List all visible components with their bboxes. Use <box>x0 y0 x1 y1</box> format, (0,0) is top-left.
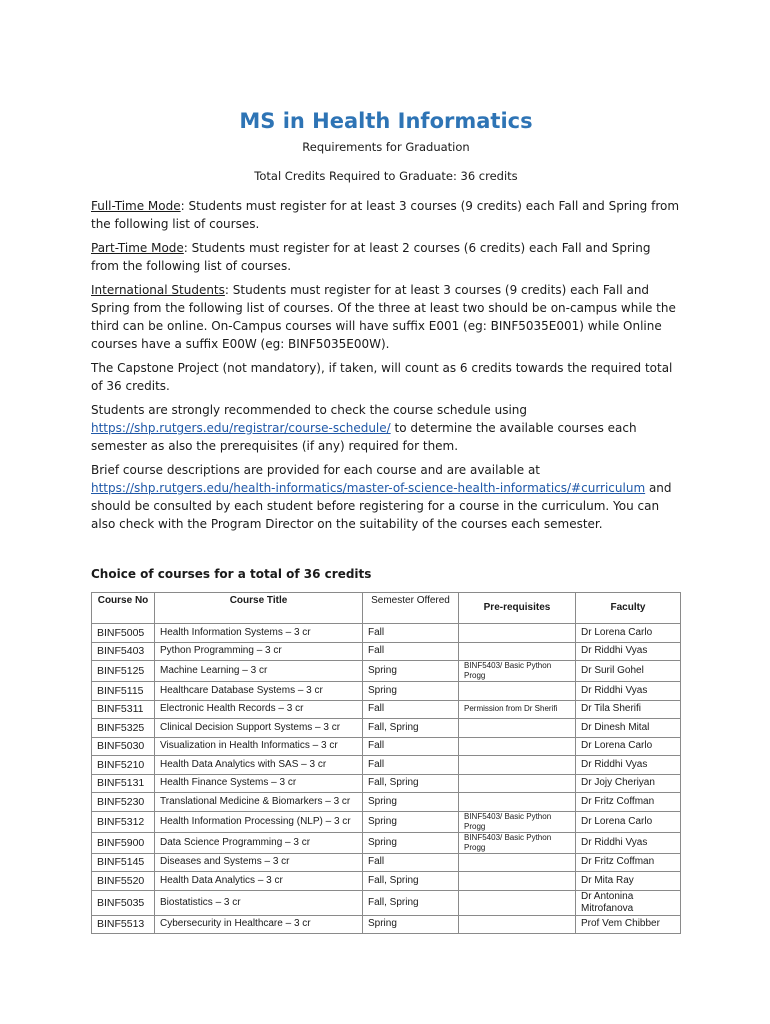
semester-cell: Fall, Spring <box>363 890 459 915</box>
faculty-cell: Dr Mita Ray <box>576 872 681 891</box>
header-course-title: Course Title <box>155 593 363 624</box>
header-prerequisites: Pre-requisites <box>459 593 576 624</box>
part-time-label: Part-Time Mode <box>91 241 184 255</box>
prerequisite-cell <box>459 719 576 738</box>
faculty-cell: Dr Riddhi Vyas <box>576 682 681 701</box>
course-title-cell: Health Data Analytics – 3 cr <box>155 872 363 891</box>
semester-cell: Fall <box>363 756 459 775</box>
table-row <box>92 872 681 891</box>
semester-cell: Fall <box>363 853 459 872</box>
header-faculty: Faculty <box>576 593 681 624</box>
course-code-cell: BINF5312 <box>92 811 155 832</box>
course-code-cell: BINF5311 <box>92 700 155 719</box>
full-time-label: Full-Time Mode <box>91 199 181 213</box>
course-code-cell: BINF5900 <box>92 832 155 853</box>
semester-cell: Fall <box>363 624 459 643</box>
course-title-cell: Visualization in Health Informatics – 3 cr <box>155 737 363 756</box>
prerequisite-cell <box>459 737 576 756</box>
course-title-cell: Data Science Programming – 3 cr <box>155 832 363 853</box>
course-title-cell: Health Information Processing (NLP) – 3 cr <box>155 811 363 832</box>
international-text: : Students must register for at least 3 courses (9 credits) each Fall and Spring from the following list of courses. Of the three at least two should be on-campus while the third can be online. On-Campus courses will have suffix E001 (eg: BINF5035E001) while Online courses have a suffix E00W (eg: BINF5035E00W). <box>91 283 676 351</box>
semester-cell: Fall <box>363 700 459 719</box>
prerequisite-cell <box>459 642 576 661</box>
prerequisite-cell: BINF5403/ Basic Python Progg <box>459 811 576 832</box>
full-time-text: : Students must register for at least 3 courses (9 credits) each Fall and Spring from the following list of courses. <box>91 199 680 231</box>
header-course-no: Course No <box>92 593 155 624</box>
course-title-cell: Health Data Analytics with SAS – 3 cr <box>155 756 363 775</box>
course-title-cell: Diseases and Systems – 3 cr <box>155 853 363 872</box>
faculty-cell: Dr Antonina Mitrofanova <box>576 890 681 915</box>
course-title-cell: Cybersecurity in Healthcare – 3 cr <box>155 915 363 934</box>
semester-cell: Spring <box>363 915 459 934</box>
semester-cell: Spring <box>363 682 459 701</box>
semester-cell: Fall, Spring <box>363 774 459 793</box>
course-title-cell: Biostatistics – 3 cr <box>155 890 363 915</box>
faculty-cell: Dr Fritz Coffman <box>576 793 681 812</box>
prerequisite-cell <box>459 872 576 891</box>
total-credits: Total Credits Required to Graduate: 36 credits <box>254 169 518 183</box>
capstone-paragraph: The Capstone Project (not mandatory), if taken, will count as 6 credits towards the required total of 36 credits. <box>91 361 673 393</box>
course-code-cell: BINF5513 <box>92 915 155 934</box>
header-semester-offered: Semester Offered <box>363 593 459 624</box>
faculty-cell: Dr Jojy Cheriyan <box>576 774 681 793</box>
prerequisite-cell: BINF5403/ Basic Python Progg <box>459 832 576 853</box>
prerequisite-cell <box>459 774 576 793</box>
descriptions-post-text: and should be consulted by each student before registering for a course in the curriculum. You can also check with the Program Director on the suitability of the courses each semester. <box>91 481 672 531</box>
prerequisite-cell <box>459 853 576 872</box>
course-code-cell: BINF5325 <box>92 719 155 738</box>
course-code-cell: BINF5403 <box>92 642 155 661</box>
prerequisite-cell <box>459 624 576 643</box>
prerequisite-cell <box>459 682 576 701</box>
table-row <box>92 890 681 915</box>
course-code-cell: BINF5131 <box>92 774 155 793</box>
faculty-cell: Dr Fritz Coffman <box>576 853 681 872</box>
table-row <box>92 915 681 934</box>
faculty-cell: Dr Lorena Carlo <box>576 624 681 643</box>
prerequisite-cell: BINF5403/ Basic Python Progg <box>459 661 576 682</box>
course-schedule-link[interactable]: https://shp.rutgers.edu/registrar/course-schedule/ <box>91 421 391 435</box>
course-code-cell: BINF5005 <box>92 624 155 643</box>
course-code-cell: BINF5115 <box>92 682 155 701</box>
faculty-cell: Dr Lorena Carlo <box>576 737 681 756</box>
document-content <box>91 107 681 934</box>
descriptions-paragraph <box>91 461 681 533</box>
faculty-cell: Dr Riddhi Vyas <box>576 642 681 661</box>
semester-cell: Fall, Spring <box>363 872 459 891</box>
prerequisite-cell: Permission from Dr Sherifi <box>459 700 576 719</box>
table-row <box>92 719 681 738</box>
schedule-paragraph <box>91 401 681 455</box>
course-code-cell: BINF5145 <box>92 853 155 872</box>
table-header-row <box>92 593 681 624</box>
course-title-cell: Machine Learning – 3 cr <box>155 661 363 682</box>
table-row <box>92 832 681 853</box>
course-code-cell: BINF5210 <box>92 756 155 775</box>
course-title-cell: Clinical Decision Support Systems – 3 cr <box>155 719 363 738</box>
course-title-cell: Python Programming – 3 cr <box>155 642 363 661</box>
course-title-cell: Health Information Systems – 3 cr <box>155 624 363 643</box>
part-time-paragraph <box>91 239 681 275</box>
prerequisite-cell <box>459 756 576 775</box>
semester-cell: Fall <box>363 737 459 756</box>
semester-cell: Spring <box>363 793 459 812</box>
table-row <box>92 756 681 775</box>
table-row <box>92 682 681 701</box>
course-code-cell: BINF5230 <box>92 793 155 812</box>
table-row <box>92 661 681 682</box>
course-title-cell: Electronic Health Records – 3 cr <box>155 700 363 719</box>
courses-table <box>91 592 681 934</box>
table-row <box>92 853 681 872</box>
faculty-cell: Dr Tila Sherifi <box>576 700 681 719</box>
faculty-cell: Dr Riddhi Vyas <box>576 756 681 775</box>
faculty-cell: Prof Vem Chibber <box>576 915 681 934</box>
international-label: International Students <box>91 283 225 297</box>
faculty-cell: Dr Dinesh Mital <box>576 719 681 738</box>
table-row <box>92 811 681 832</box>
faculty-cell: Dr Lorena Carlo <box>576 811 681 832</box>
faculty-cell: Dr Suril Gohel <box>576 661 681 682</box>
full-time-paragraph <box>91 197 681 233</box>
course-code-cell: BINF5035 <box>92 890 155 915</box>
prerequisite-cell <box>459 915 576 934</box>
course-code-cell: BINF5030 <box>92 737 155 756</box>
schedule-pre-text: Students are strongly recommended to check the course schedule using <box>91 403 528 417</box>
semester-cell: Spring <box>363 832 459 853</box>
descriptions-pre-text: Brief course descriptions are provided for each course and are available at <box>91 463 540 477</box>
table-body <box>92 624 681 934</box>
course-code-cell: BINF5125 <box>92 661 155 682</box>
schedule-post-text: to determine the available courses each semester as also the prerequisites (if any) required for them. <box>91 421 637 453</box>
faculty-cell: Dr Riddhi Vyas <box>576 832 681 853</box>
course-title-cell: Translational Medicine & Biomarkers – 3 cr <box>155 793 363 812</box>
table-row <box>92 700 681 719</box>
course-title-cell: Healthcare Database Systems – 3 cr <box>155 682 363 701</box>
table-heading: Choice of courses for a total of 36 credits <box>91 567 372 581</box>
course-title-cell: Health Finance Systems – 3 cr <box>155 774 363 793</box>
part-time-text: : Students must register for at least 2 courses (6 credits) each Fall and Spring from the following list of courses. <box>91 241 651 273</box>
page-title: MS in Health Informatics <box>239 109 533 133</box>
semester-cell: Spring <box>363 661 459 682</box>
subtitle: Requirements for Graduation <box>302 140 470 154</box>
semester-cell: Fall, Spring <box>363 719 459 738</box>
course-code-cell: BINF5520 <box>92 872 155 891</box>
curriculum-link[interactable]: https://shp.rutgers.edu/health-informatics/master-of-science-health-informatics/#curriculum <box>91 481 646 495</box>
international-paragraph <box>91 281 681 353</box>
table-row <box>92 624 681 643</box>
table-row <box>92 737 681 756</box>
semester-cell: Spring <box>363 811 459 832</box>
table-row <box>92 642 681 661</box>
table-row <box>92 774 681 793</box>
table-row <box>92 793 681 812</box>
prerequisite-cell <box>459 793 576 812</box>
semester-cell: Fall <box>363 642 459 661</box>
prerequisite-cell <box>459 890 576 915</box>
